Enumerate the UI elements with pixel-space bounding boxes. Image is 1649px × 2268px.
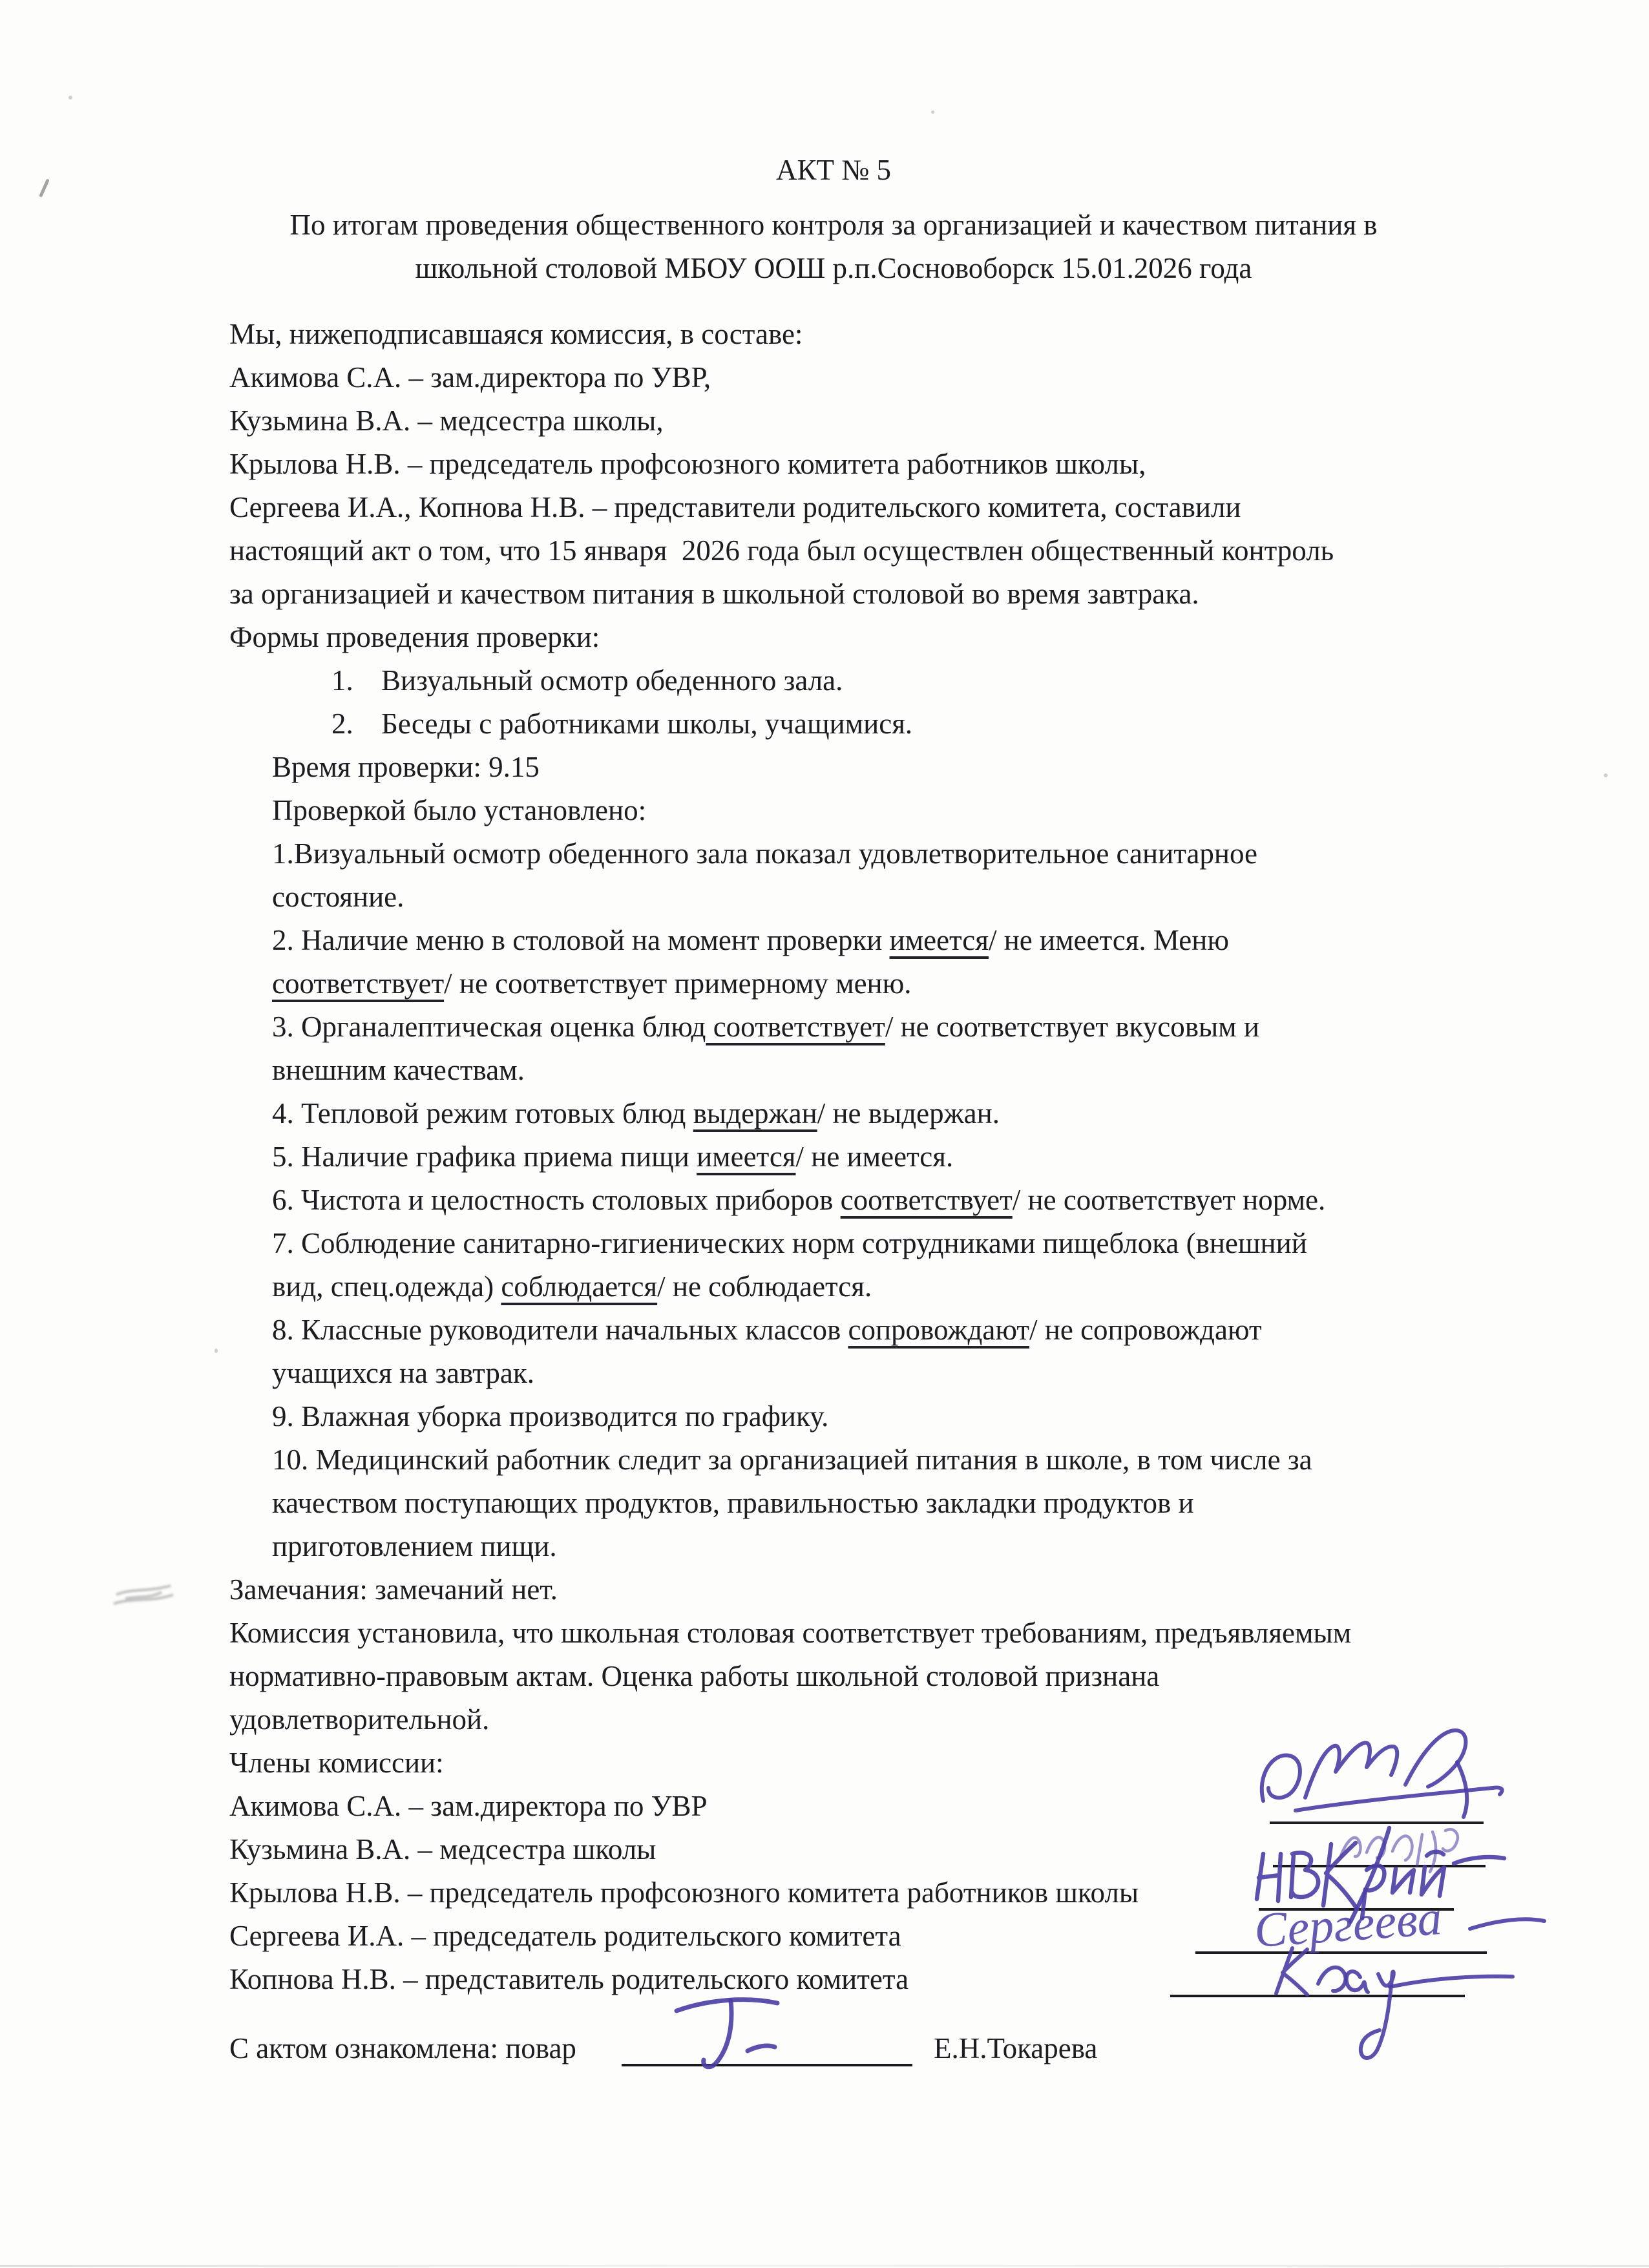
list-text: Визуальный осмотр обеденного зала. [381,664,843,697]
member-sergeeva-kopnova-intro: Сергеева И.А., Копнова Н.В. – представители родительского комитета, составили [229,491,1241,523]
acknowledgement-row [229,2027,1496,2070]
cook-name: Е.Н.Токарева [934,2032,1098,2064]
member-kuzmina-intro: Кузьмина В.А. – медсестра школы, [229,404,664,437]
signature-script-text: Сергеева [1252,1891,1444,1958]
scan-speck [931,110,934,114]
finding-text: / не имеется. Меню [988,924,1229,956]
conclusion-line-2: нормативно-правовым актам. Оценка работы школьной столовой признана [229,1660,1160,1692]
check-time: Время проверки: 9.15 [272,751,540,783]
ink-stroke [677,2000,777,2011]
established-heading: Проверкой было установлено: [272,794,647,826]
finding-text: 8. Классные руководители начальных классов [272,1314,848,1346]
finding-text: / не сопровождают [1029,1314,1262,1346]
ink-stroke [1347,1971,1368,1992]
finding-7-line-1: 7. Соблюдение санитарно-гигиенических норм сотрудниками пищеблока (внешний [272,1227,1307,1259]
finding-text: вид, спец.одежда) [272,1270,501,1303]
finding-text: / не соответствует вкусовым и [885,1011,1259,1043]
list-number: 1. [331,664,353,697]
finding-1-line-1: 1.Визуальный осмотр обеденного зала показал удовлетворительное санитарное [272,837,1257,870]
list-text: Беседы с работниками школы, учащимися. [381,708,913,740]
document-title: АКТ № 5 [776,154,891,186]
forms-list-item-1 [229,659,1496,702]
finding-8-line-2: учащихся на завтрак. [272,1357,534,1389]
finding-3-line-2: внешним качествам. [272,1054,525,1086]
document-subtitle-line1: По итогам проведения общественного контроля за организацией и качеством питания в [289,209,1378,241]
finding-8-line-1 [229,1308,1496,1352]
scan-speck [215,1349,218,1353]
finding-text: / не имеется. [795,1140,954,1173]
intro-line: настоящий акт о том, что 15 января 2026 года был осуществлен общественный контроль [229,534,1334,567]
finding-10-line-3: приготовлением пищи. [272,1530,557,1562]
member-row-kopnova [229,1958,1496,2001]
list-number: 2. [331,708,353,740]
selected-option: имеется [697,1140,796,1173]
selected-option: соответствует [272,967,445,1000]
ink-stroke [1262,1756,1300,1801]
forms-heading: Формы проведения проверки: [229,621,600,653]
smudge-stroke [116,1586,171,1595]
selected-option: сопровождают [848,1314,1030,1346]
intro-line: за организацией и качеством питания в школьной столовой во время завтрака. [229,578,1199,610]
scanner-edge-artifact [0,2265,1649,2267]
ink-stroke [1318,1968,1345,1991]
scan-speck [1604,773,1608,777]
member-akimova-intro: Акимова С.А. – зам.директора по УВР, [229,361,711,394]
member-label: Крылова Н.В. – председатель профсоюзного комитета работников школы [229,1876,1139,1909]
ink-stroke [1454,1857,1504,1864]
intro-line: Мы, нижеподписавшаяся комиссия, в составе: [229,318,803,350]
finding-2-line-1 [229,919,1496,962]
document-body [229,149,1496,2070]
finding-text: 2. Наличие меню в столовой на момент проверки [272,924,890,956]
forms-list-item-2 [229,702,1496,746]
member-row-akimova [229,1785,1496,1828]
commission-intro [229,313,1496,659]
selected-option: соблюдается [501,1270,658,1303]
finding-text: / не соблюдается. [657,1270,872,1303]
finding-text: / не выдержан. [817,1097,1000,1129]
member-label: Копнова Н.В. – представитель родительского комитета [229,1963,909,1995]
document-subtitle-line2: школьной столовой МБОУ ООШ р.п.Сосновоборск 15.01.2026 года [415,252,1252,284]
finding-9: 9. Влажная уборка производится по графику. [272,1400,829,1433]
ink-stroke [1390,1977,1513,1987]
signature-cook [669,1991,811,2075]
finding-3-line-1 [229,1005,1496,1049]
acknowledgement-text: С актом ознакомлена: повар [229,2032,576,2064]
selected-option: выдержан [693,1097,817,1129]
members-heading: Члены комиссии: [229,1747,444,1779]
remarks-line: Замечания: замечаний нет. [229,1573,558,1606]
scan-smudge [111,1575,176,1615]
selected-option: соответствует [840,1184,1013,1216]
member-label: Сергеева И.А. – председатель родительского комитета [229,1920,901,1952]
finding-5 [229,1135,1496,1179]
finding-text: / не соответствует норме. [1012,1184,1326,1216]
forms-list [229,659,1496,746]
ink-stroke [1405,1730,1465,1787]
member-krylova-intro: Крылова Н.В. – председатель профсоюзного комитета работников школы, [229,448,1146,480]
member-label: Акимова С.А. – зам.директора по УВР [229,1790,708,1822]
finding-6 [229,1179,1496,1222]
selected-option: соответствует [706,1011,885,1043]
finding-text: 5. Наличие графика приема пищи [272,1140,697,1173]
conclusion-line-1: Комиссия установила, что школьная столовая соответствует требованиям, предъявляемым [229,1617,1352,1649]
finding-text: 6. Чистота и целостность столовых приборов [272,1184,841,1216]
finding-10-line-2: качеством поступающих продуктов, правильностью закладки продуктов и [272,1487,1194,1519]
scan-speck [68,96,72,100]
ink-stroke [1276,1948,1307,1995]
findings-block [229,832,1496,1568]
finding-2-line-2 [229,962,1496,1005]
finding-7-line-2 [229,1265,1496,1308]
document-header [229,149,1438,290]
conclusion-line-3: удовлетворительной. [229,1703,490,1736]
scan-artifact-pen-tick [39,178,50,197]
finding-10-line-1: 10. Медицинский работник следит за организацией питания в школе, в том числе за [272,1444,1312,1476]
selected-option: имеется [889,924,989,956]
ink-stroke [748,2046,775,2051]
finding-text: / не соответствует примерному меню. [444,967,912,1000]
finding-1-line-2: состояние. [272,881,404,913]
finding-text: 3. Органалептическая оценка блюд [272,1011,706,1043]
ink-stroke [1305,1743,1397,1798]
member-label: Кузьмина В.А. – медсестра школы [229,1833,656,1865]
finding-4 [229,1092,1496,1135]
finding-text: 4. Тепловой режим готовых блюд [272,1097,693,1129]
ink-stroke [704,2000,731,2067]
